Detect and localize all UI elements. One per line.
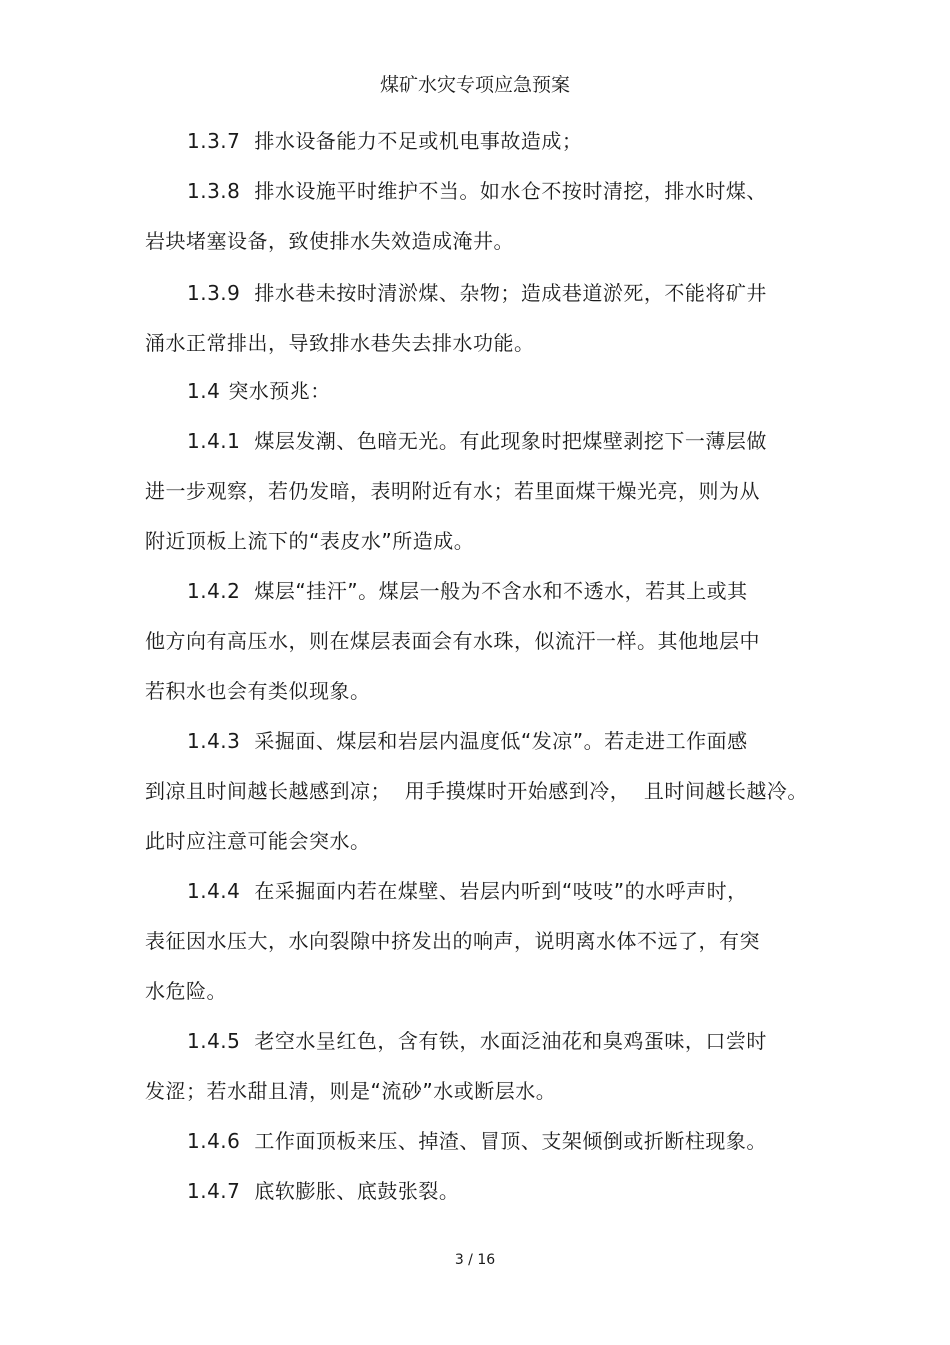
paragraph-1-3-9 — [145, 268, 785, 368]
paragraph-text: 发涩；若水甜且清，则是“流砂”水或断层水。 — [145, 1079, 557, 1103]
page-title: 煤矿水灾专项应急预案 — [379, 74, 570, 96]
paragraph-text: 煤层发潮、色暗无光。有此现象时把煤壁剥挖下一薄层做 — [254, 429, 767, 453]
section-number: 1.3.9 — [187, 281, 241, 305]
paragraph-text: 若积水也会有类似现象。 — [145, 679, 371, 703]
paragraph-text: 老空水呈红色，含有铁，水面泛油花和臭鸡蛋味，口尝时 — [254, 1029, 767, 1053]
section-number: 1.4.5 — [187, 1029, 241, 1053]
paragraph-text: 排水巷未按时清淤煤、杂物；造成巷道淤死，不能将矿井 — [254, 281, 767, 305]
paragraph-1-4-4 — [145, 866, 785, 1016]
section-number: 1.4.2 — [187, 579, 241, 603]
paragraph-text: 采掘面、煤层和岩层内温度低“发凉”。若走进工作面感 — [254, 729, 748, 753]
paragraph-text: 岩块堵塞设备，致使排水失效造成淹井。 — [145, 229, 514, 253]
section-number: 1.4.3 — [187, 729, 241, 753]
section-number: 1.3.7 — [187, 129, 241, 153]
paragraph-text: 此时应注意可能会突水。 — [145, 829, 371, 853]
paragraph-1-4-1 — [145, 416, 785, 566]
section-heading-1-4 — [145, 366, 785, 416]
section-number: 1.4.6 — [187, 1129, 241, 1153]
paragraph-text: 附近顶板上流下的“表皮水”所造成。 — [145, 529, 475, 553]
paragraph-text: 他方向有高压水，则在煤层表面会有水珠，似流汗一样。其他地层中 — [145, 629, 760, 653]
paragraph-1-4-5 — [145, 1016, 785, 1116]
paragraph-text: 在采掘面内若在煤壁、岩层内听到“吱吱”的水呼声时， — [254, 879, 748, 903]
paragraph-1-4-3 — [145, 716, 808, 866]
paragraph-1-4-6 — [145, 1116, 785, 1166]
paragraph-text: 工作面顶板来压、掉渣、冒顶、支架倾倒或折断柱现象。 — [254, 1129, 767, 1153]
section-number: 1.4 — [187, 379, 221, 403]
paragraph-1-4-2 — [145, 566, 785, 716]
paragraph-text: 煤层“挂汗”。煤层一般为不含水和不透水，若其上或其 — [254, 579, 748, 603]
paragraph-text: 排水设施平时维护不当。如水仓不按时清挖，排水时煤、 — [254, 179, 767, 203]
section-number: 1.3.8 — [187, 179, 241, 203]
paragraph-text: 底软膨胀、底鼓张裂。 — [254, 1179, 460, 1203]
paragraph-text: 水危险。 — [145, 979, 227, 1003]
section-number: 1.4.4 — [187, 879, 241, 903]
page-number: 3 / 16 — [454, 1252, 496, 1268]
section-heading-text: 突水预兆： — [228, 379, 331, 403]
paragraph-text: 涌水正常排出，导致排水巷失去排水功能。 — [145, 331, 535, 355]
paragraph-text: 到凉且时间越长越感到凉； 用手摸煤时开始感到冷， 且时间越长越冷。 — [145, 779, 808, 803]
paragraph-1-3-8 — [145, 166, 785, 266]
paragraph-text: 进一步观察，若仍发暗，表明附近有水；若里面煤干燥光亮，则为从 — [145, 479, 760, 503]
paragraph-text: 表征因水压大，水向裂隙中挤发出的响声，说明离水体不远了，有突 — [145, 929, 760, 953]
paragraph-1-4-7 — [145, 1166, 785, 1216]
section-number: 1.4.1 — [187, 429, 241, 453]
section-number: 1.4.7 — [187, 1179, 241, 1203]
paragraph-1-3-7 — [145, 116, 785, 166]
paragraph-text: 排水设备能力不足或机电事故造成； — [254, 129, 583, 153]
